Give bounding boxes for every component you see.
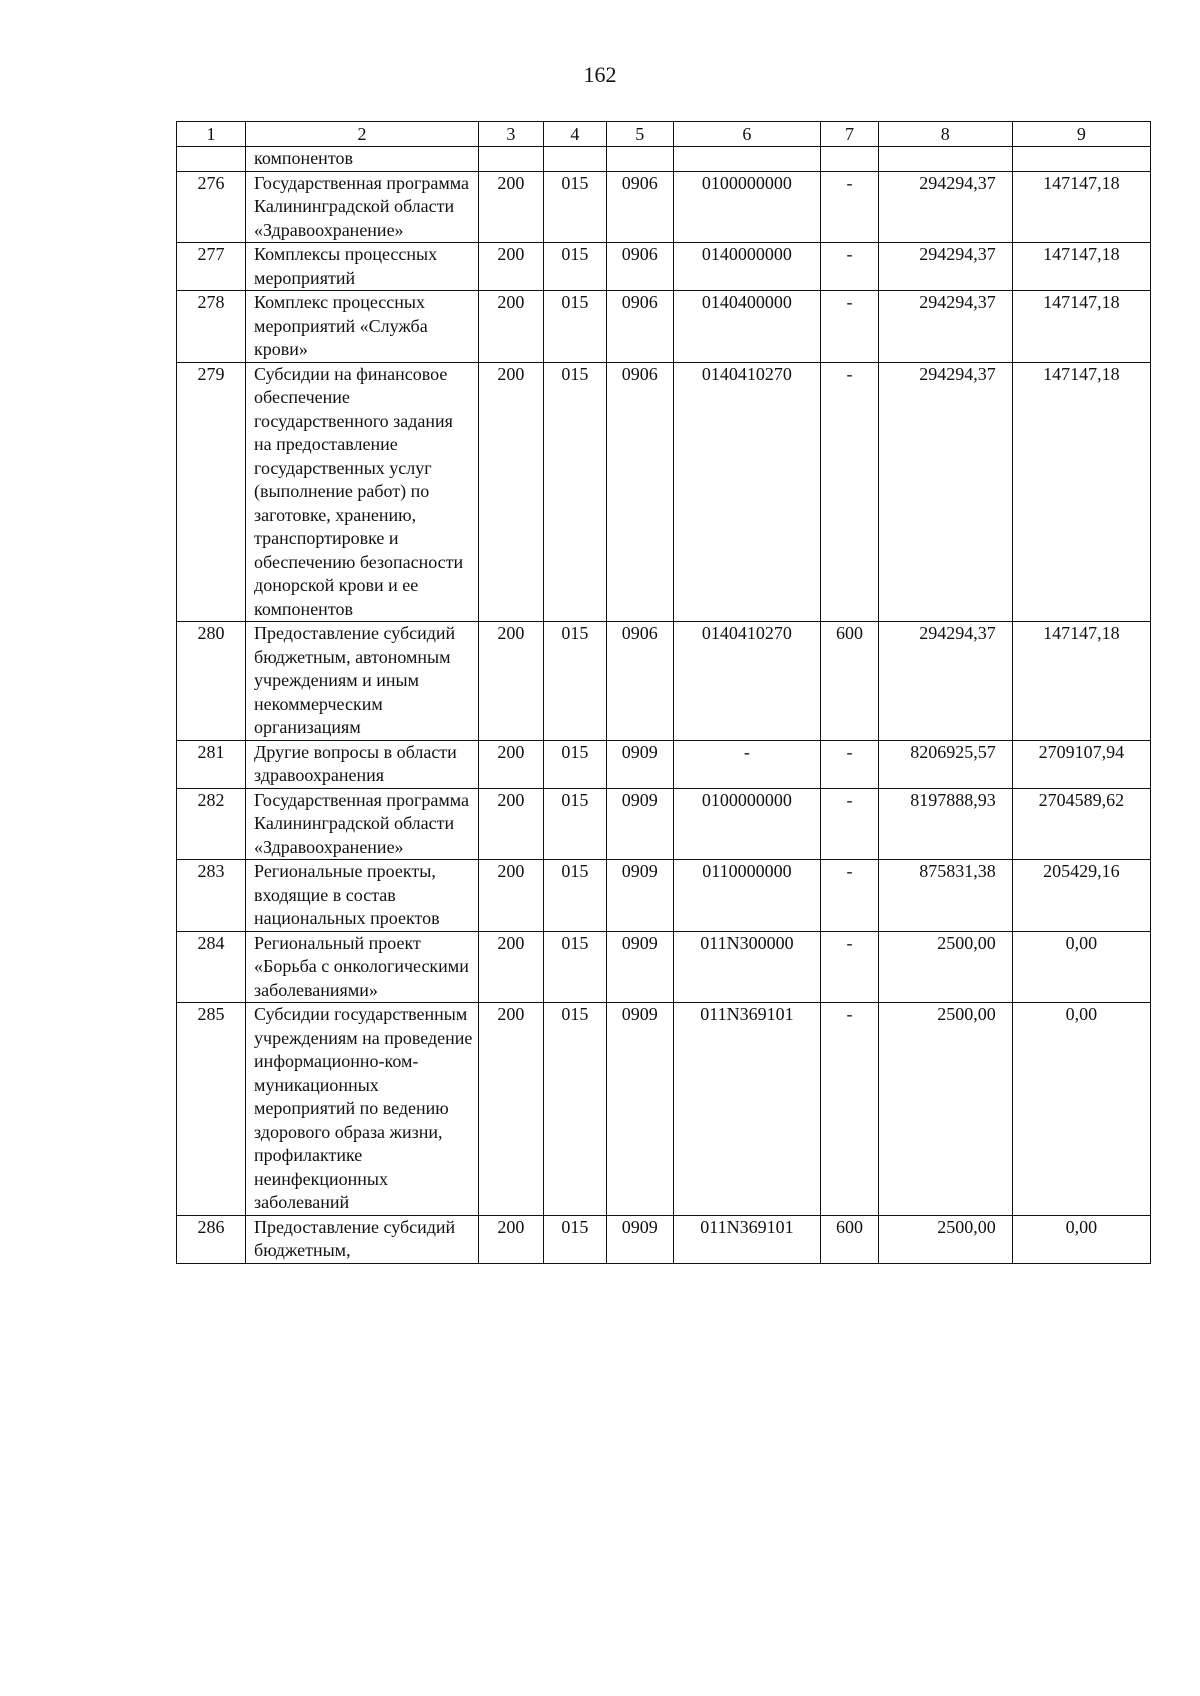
cell-col3: 200: [478, 362, 543, 622]
cell-col3: 200: [478, 1215, 543, 1263]
cell-col7: -: [821, 931, 879, 1003]
cell-col6: 011N369101: [673, 1003, 820, 1216]
cell-col6: 0140410270: [673, 362, 820, 622]
cell-col5: 0906: [606, 291, 673, 363]
cell-col5: 0909: [606, 931, 673, 1003]
table-row: [177, 171, 1151, 243]
cell-col8: 2500,00: [878, 1215, 1012, 1263]
cell-col8: 294294,37: [878, 622, 1012, 741]
cell-col7: 600: [821, 1215, 879, 1263]
cell-col3: 200: [478, 243, 543, 291]
row-number: 280: [177, 622, 246, 741]
row-number: 279: [177, 362, 246, 622]
col-header: 3: [478, 122, 543, 147]
cell-col6: 0140400000: [673, 291, 820, 363]
row-name: Предоставление субсидий бюджетным, автономным учреждениям и иным некоммерческим организациям: [246, 622, 479, 741]
col-header: 9: [1012, 122, 1150, 147]
cell-col5: 0906: [606, 622, 673, 741]
cell-col6: 0140410270: [673, 622, 820, 741]
row-number: 283: [177, 860, 246, 932]
row-number: 277: [177, 243, 246, 291]
cell-col4: 015: [543, 171, 606, 243]
col-header: 8: [878, 122, 1012, 147]
cell-col8: 2500,00: [878, 1003, 1012, 1216]
cell-col5: 0909: [606, 1003, 673, 1216]
col-header: 7: [821, 122, 879, 147]
cell-col8: 294294,37: [878, 243, 1012, 291]
page-number: 162: [583, 62, 617, 87]
cell-col4: 015: [543, 1003, 606, 1216]
row-name: Государственная программа Калининградской области «Здравоохранение»: [246, 788, 479, 860]
cell-col3: 200: [478, 1003, 543, 1216]
cell-col5: 0909: [606, 860, 673, 932]
cell-col7: -: [821, 362, 879, 622]
cell-col4: 015: [543, 931, 606, 1003]
table-row: [177, 243, 1151, 291]
cell-col9: 0,00: [1012, 931, 1150, 1003]
cell-col3: 200: [478, 740, 543, 788]
table-row: [177, 931, 1151, 1003]
table-row: [177, 362, 1151, 622]
cell-col4: 015: [543, 362, 606, 622]
col-header: 6: [673, 122, 820, 147]
cell-col7: -: [821, 740, 879, 788]
cell-col8: 875831,38: [878, 860, 1012, 932]
cell-col8: 294294,37: [878, 291, 1012, 363]
table-row: [177, 291, 1151, 363]
cell-col3: 200: [478, 291, 543, 363]
cell-col7: 600: [821, 622, 879, 741]
cell-col7: -: [821, 1003, 879, 1216]
cell-col8: 294294,37: [878, 171, 1012, 243]
col-header: 1: [177, 122, 246, 147]
row-name: Субсидии государственным учреждениям на проведение информационно-ком-муникационных мероприятий по ведению здорового образа жизни, профилактике неинфекционных заболеваний: [246, 1003, 479, 1216]
cell-col4: 015: [543, 291, 606, 363]
col-header: 5: [606, 122, 673, 147]
cell-col5: 0909: [606, 740, 673, 788]
cell-col9: 0,00: [1012, 1003, 1150, 1216]
cell-col8: 2500,00: [878, 931, 1012, 1003]
row-number: 282: [177, 788, 246, 860]
cell-col6: -: [673, 740, 820, 788]
cell-col6: 0100000000: [673, 788, 820, 860]
cell-col5: 0906: [606, 362, 673, 622]
col-header: 4: [543, 122, 606, 147]
cell-col9: 147147,18: [1012, 243, 1150, 291]
row-number: 284: [177, 931, 246, 1003]
cell-col3: 200: [478, 860, 543, 932]
cell-col5: 0909: [606, 1215, 673, 1263]
budget-table: [176, 121, 1151, 1264]
row-name: Комплекс процессных мероприятий «Служба крови»: [246, 291, 479, 363]
cell-col7: -: [821, 171, 879, 243]
cell-col8: 8197888,93: [878, 788, 1012, 860]
cell-col4: 015: [543, 1215, 606, 1263]
cell-col9: 2704589,62: [1012, 788, 1150, 860]
cell-col7: -: [821, 291, 879, 363]
cell-col9: 147147,18: [1012, 171, 1150, 243]
row-number: 278: [177, 291, 246, 363]
cell-col9: 147147,18: [1012, 291, 1150, 363]
cell-col5: 0906: [606, 243, 673, 291]
cell-col6: 011N369101: [673, 1215, 820, 1263]
cell-col5: 0906: [606, 171, 673, 243]
cell-col6: 0140000000: [673, 243, 820, 291]
table-row: [177, 788, 1151, 860]
col-header: 2: [246, 122, 479, 147]
row-name: Предоставление субсидий бюджетным,: [246, 1215, 479, 1263]
continuation-row: [177, 147, 1151, 172]
row-number: 285: [177, 1003, 246, 1216]
cell-col4: 015: [543, 740, 606, 788]
cell-col7: -: [821, 860, 879, 932]
row-number: 281: [177, 740, 246, 788]
row-name: Государственная программа Калининградской области «Здравоохранение»: [246, 171, 479, 243]
header-row: [177, 122, 1151, 147]
cell-col3: 200: [478, 931, 543, 1003]
row-name: Другие вопросы в области здравоохранения: [246, 740, 479, 788]
cell-col8: 8206925,57: [878, 740, 1012, 788]
cell-col9: 147147,18: [1012, 622, 1150, 741]
row-number: 276: [177, 171, 246, 243]
cell-col9: 147147,18: [1012, 362, 1150, 622]
table-row: [177, 860, 1151, 932]
cell-col4: 015: [543, 622, 606, 741]
row-number: 286: [177, 1215, 246, 1263]
cell-col4: 015: [543, 788, 606, 860]
cell-col3: 200: [478, 788, 543, 860]
row-name: Комплексы процессных мероприятий: [246, 243, 479, 291]
cell-col7: -: [821, 243, 879, 291]
cell-col9: 205429,16: [1012, 860, 1150, 932]
table-row: [177, 1215, 1151, 1263]
cell-col7: -: [821, 788, 879, 860]
cell-col5: 0909: [606, 788, 673, 860]
cell-col9: 2709107,94: [1012, 740, 1150, 788]
cell-col3: 200: [478, 171, 543, 243]
cell-col8: 294294,37: [878, 362, 1012, 622]
cell-col6: 0100000000: [673, 171, 820, 243]
table-row: [177, 622, 1151, 741]
table-row: [177, 740, 1151, 788]
cell-col9: 0,00: [1012, 1215, 1150, 1263]
row-name: Региональные проекты, входящие в состав национальных проектов: [246, 860, 479, 932]
row-name: Субсидии на финансовое обеспечение государственного задания на предоставление государственных услуг (выполнение работ) по заготовке, хранению, транспортировке и обеспечению безопасности донорской крови и ее компонентов: [246, 362, 479, 622]
continuation-text: компонентов: [246, 147, 479, 172]
cell-col6: 011N300000: [673, 931, 820, 1003]
cell-col4: 015: [543, 860, 606, 932]
row-name: Региональный проект «Борьба с онкологическими заболеваниями»: [246, 931, 479, 1003]
cell-col4: 015: [543, 243, 606, 291]
cell-col3: 200: [478, 622, 543, 741]
table-row: [177, 1003, 1151, 1216]
cell-col6: 0110000000: [673, 860, 820, 932]
